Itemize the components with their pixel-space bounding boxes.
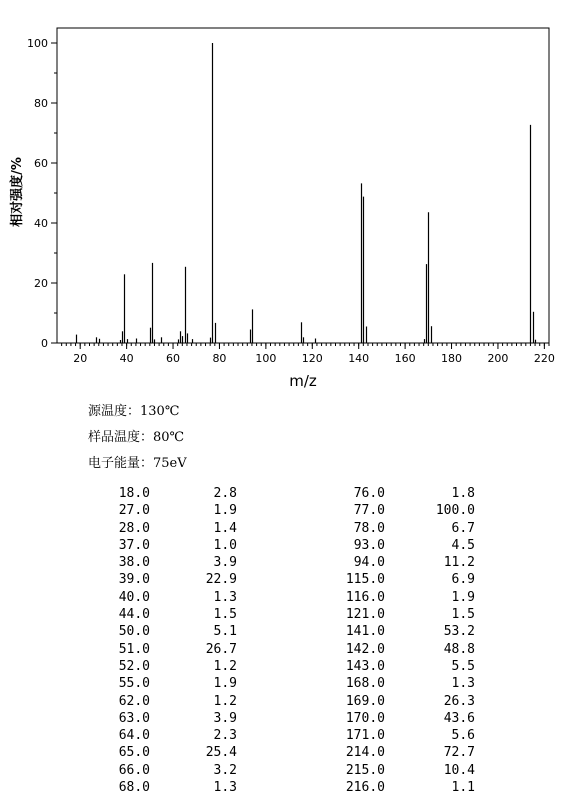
- intensity-left-cell: 1.2: [213, 658, 237, 674]
- mz-right-cell: 143.0: [345, 658, 385, 674]
- x-tick-label: 40: [119, 352, 134, 365]
- intensity-left-cell: 1.4: [213, 520, 237, 536]
- table-row: [0, 762, 570, 779]
- intensity-left-cell: 26.7: [205, 641, 237, 657]
- mz-left-cell: 40.0: [118, 589, 150, 605]
- mz-right-cell: 76.0: [353, 486, 385, 501]
- intensity-right-cell: 10.4: [443, 762, 475, 778]
- x-tick-label: 140: [348, 352, 370, 365]
- intensity-right-cell: 5.5: [451, 658, 475, 674]
- mz-right-cell: 169.0: [345, 693, 385, 709]
- x-tick-label: 220: [533, 352, 555, 365]
- table-row: [0, 502, 570, 519]
- x-tick-label: 100: [255, 352, 277, 365]
- intensity-right-cell: 1.5: [451, 607, 475, 623]
- y-tick-label: 20: [34, 277, 48, 290]
- intensity-right-cell: 4.5: [451, 537, 475, 553]
- intensity-right-cell: 1.1: [451, 780, 475, 796]
- mz-right-cell: 93.0: [353, 537, 385, 553]
- sample-temperature: 样品温度：80℃: [88, 430, 185, 445]
- mz-right-cell: 215.0: [345, 762, 385, 778]
- mz-left-cell: 44.0: [118, 607, 150, 623]
- intensity-right-cell: 1.9: [451, 589, 475, 605]
- mz-left-cell: 65.0: [118, 745, 150, 761]
- intensity-left-cell: 1.3: [213, 589, 237, 605]
- table-row: [0, 554, 570, 571]
- plot-frame: [57, 28, 549, 343]
- electron-energy: 电子能量：75eV: [88, 456, 187, 471]
- intensity-left-cell: 1.9: [213, 503, 237, 519]
- mz-left-cell: 38.0: [118, 555, 150, 571]
- table-row: [0, 485, 570, 502]
- table-row: [0, 537, 570, 554]
- x-tick-label: 80: [212, 352, 227, 365]
- x-tick-label: 60: [166, 352, 181, 365]
- intensity-left-cell: 3.9: [213, 710, 237, 726]
- mz-left-cell: 39.0: [118, 572, 150, 588]
- x-tick-label: 160: [394, 352, 416, 365]
- mz-left-cell: 66.0: [118, 762, 150, 778]
- mz-left-cell: 52.0: [118, 658, 150, 674]
- mz-left-cell: 62.0: [118, 693, 150, 709]
- table-row: [0, 727, 570, 744]
- table-row: [0, 744, 570, 761]
- intensity-right-cell: 48.8: [443, 641, 475, 657]
- table-row: [0, 710, 570, 727]
- source-temperature: 源温度：130℃: [88, 404, 180, 419]
- intensity-left-cell: 5.1: [213, 624, 237, 640]
- table-row: [0, 779, 570, 796]
- intensity-right-cell: 100.0: [435, 503, 475, 519]
- mz-right-cell: 77.0: [353, 503, 385, 519]
- mz-right-cell: 170.0: [345, 710, 385, 726]
- mass-spectrum-chart: [0, 0, 570, 400]
- x-axis-label: m/z: [289, 372, 317, 390]
- y-tick-label: 0: [41, 337, 48, 350]
- x-axis: [73, 343, 555, 365]
- intensity-right-cell: 72.7: [443, 745, 475, 761]
- intensity-right-cell: 53.2: [443, 624, 475, 640]
- table-row: [0, 589, 570, 606]
- mz-left-cell: 55.0: [118, 676, 150, 692]
- intensity-left-cell: 3.2: [213, 762, 237, 778]
- intensity-left-cell: 25.4: [205, 745, 237, 761]
- intensity-left-cell: 22.9: [205, 572, 237, 588]
- intensity-left-cell: 1.2: [213, 693, 237, 709]
- intensity-right-cell: 1.8: [451, 486, 475, 501]
- mz-left-cell: 63.0: [118, 710, 150, 726]
- table-row: [0, 693, 570, 710]
- intensity-right-cell: 26.3: [443, 693, 475, 709]
- table-row: [0, 571, 570, 588]
- peak-table: [0, 485, 570, 796]
- y-tick-label: 60: [34, 157, 48, 170]
- mz-right-cell: 171.0: [345, 728, 385, 744]
- mz-left-cell: 37.0: [118, 537, 150, 553]
- intensity-right-cell: 5.6: [451, 728, 475, 744]
- table-row: [0, 606, 570, 623]
- spectrum-bars: [77, 43, 536, 343]
- table-row: [0, 658, 570, 675]
- x-tick-label: 180: [441, 352, 463, 365]
- table-row: [0, 675, 570, 692]
- mz-left-cell: 51.0: [118, 641, 150, 657]
- table-row: [0, 641, 570, 658]
- mz-right-cell: 78.0: [353, 520, 385, 536]
- intensity-left-cell: 2.3: [213, 728, 237, 744]
- intensity-right-cell: 6.9: [451, 572, 475, 588]
- y-tick-label: 40: [34, 217, 48, 230]
- mz-left-cell: 18.0: [118, 486, 150, 501]
- y-axis: [27, 37, 57, 350]
- x-tick-label: 120: [301, 352, 323, 365]
- y-axis-label: 相对强度/%: [10, 157, 25, 227]
- mz-right-cell: 214.0: [345, 745, 385, 761]
- x-tick-label: 20: [73, 352, 88, 365]
- mz-right-cell: 141.0: [345, 624, 385, 640]
- intensity-left-cell: 1.9: [213, 676, 237, 692]
- mz-right-cell: 216.0: [345, 780, 385, 796]
- y-tick-label: 80: [34, 97, 48, 110]
- mz-right-cell: 94.0: [353, 555, 385, 571]
- table-row: [0, 623, 570, 640]
- intensity-left-cell: 1.5: [213, 607, 237, 623]
- intensity-right-cell: 6.7: [451, 520, 475, 536]
- mz-right-cell: 115.0: [345, 572, 385, 588]
- y-tick-label: 100: [27, 37, 48, 50]
- intensity-left-cell: 1.3: [213, 780, 237, 796]
- intensity-right-cell: 43.6: [443, 710, 475, 726]
- intensity-left-cell: 2.8: [213, 486, 237, 501]
- table-row: [0, 520, 570, 537]
- intensity-right-cell: 1.3: [451, 676, 475, 692]
- mz-right-cell: 121.0: [345, 607, 385, 623]
- mz-left-cell: 27.0: [118, 503, 150, 519]
- mz-right-cell: 142.0: [345, 641, 385, 657]
- mz-left-cell: 50.0: [118, 624, 150, 640]
- mz-right-cell: 168.0: [345, 676, 385, 692]
- mz-left-cell: 28.0: [118, 520, 150, 536]
- mz-right-cell: 116.0: [345, 589, 385, 605]
- mz-left-cell: 64.0: [118, 728, 150, 744]
- x-tick-label: 200: [487, 352, 509, 365]
- intensity-right-cell: 11.2: [443, 555, 475, 571]
- intensity-left-cell: 1.0: [213, 537, 237, 553]
- mz-left-cell: 68.0: [118, 780, 150, 796]
- intensity-left-cell: 3.9: [213, 555, 237, 571]
